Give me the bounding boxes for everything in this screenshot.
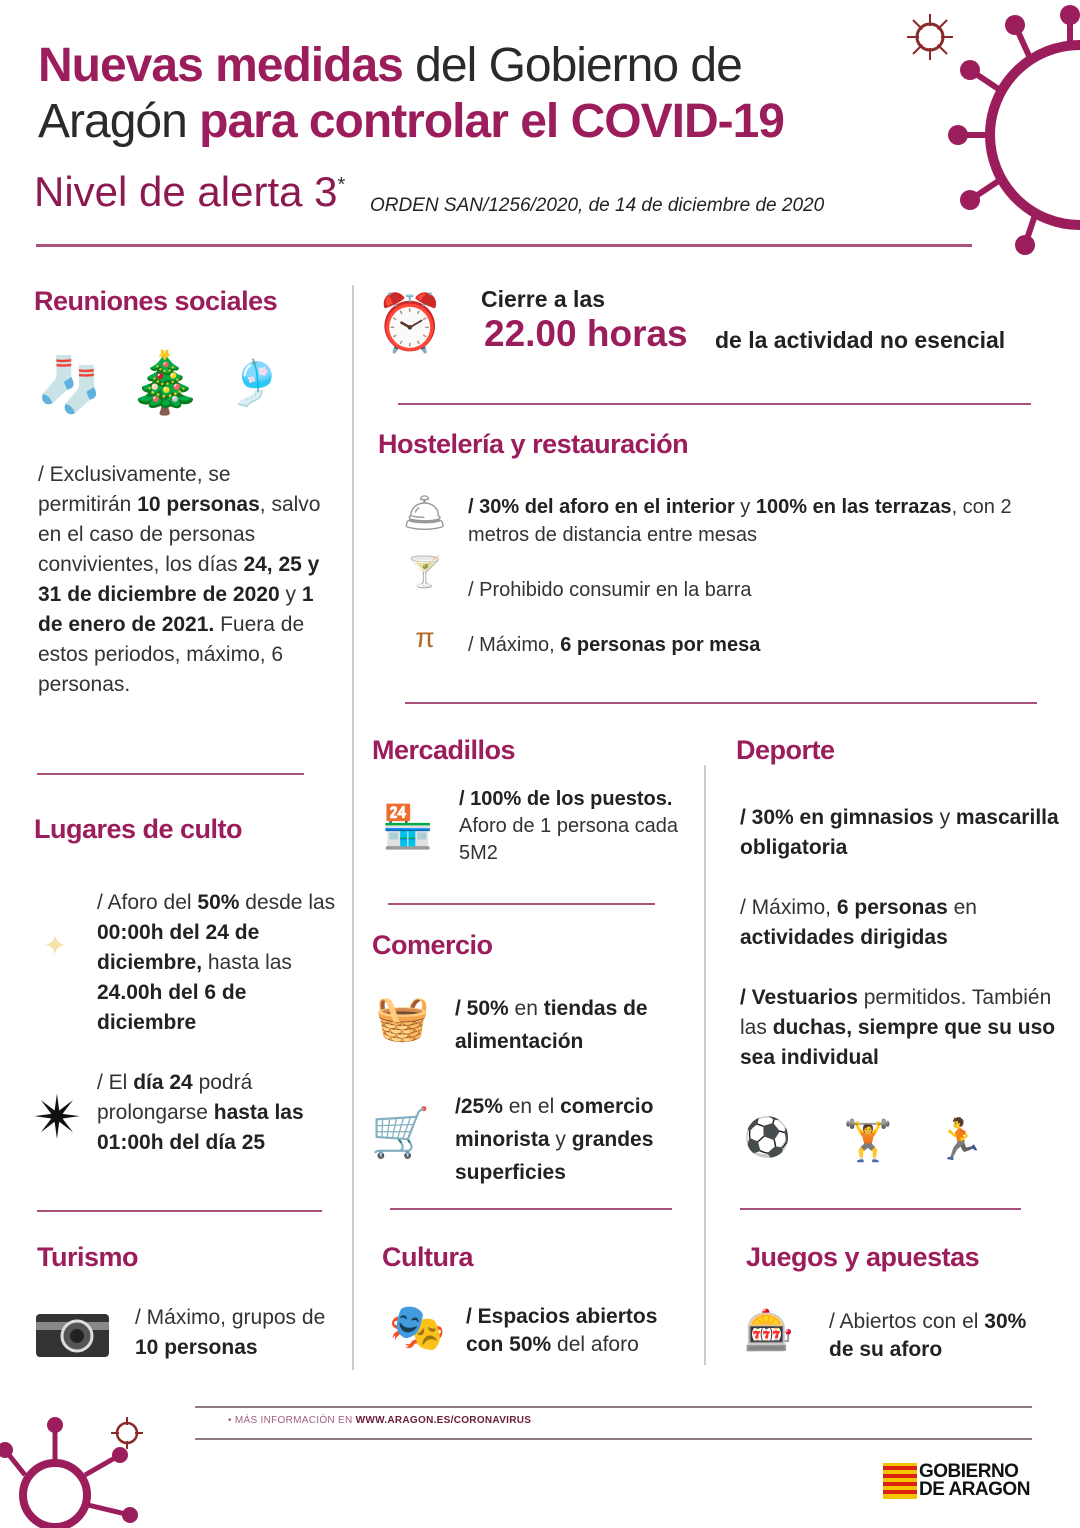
bold-text: tiendas de alimentación <box>455 997 648 1053</box>
bold-text: comercio minorista <box>455 1095 654 1151</box>
text: y <box>734 496 756 518</box>
bold-text: Nuevas medidas <box>38 39 403 92</box>
more-info: • MÁS INFORMACIÓN EN WWW.ARAGON.ES/CORONAVIRUS <box>228 1415 532 1426</box>
text: del Gobierno de <box>402 39 742 92</box>
text: , con 2 metros de distancia entre mesas <box>468 496 1012 546</box>
section-title-deporte: Deporte <box>736 735 835 765</box>
title-line-1 <box>38 38 784 94</box>
divider <box>405 702 1037 704</box>
text: y <box>933 806 956 829</box>
hosteleria-item-1 <box>468 493 1028 549</box>
bold-text: / 30% en gimnasios <box>740 806 934 829</box>
divider <box>398 403 1031 405</box>
bold-text: 24, 25 y 31 de diciembre de 2020 <box>38 553 320 606</box>
bold-text: / 30% del aforo en el interior <box>468 496 735 518</box>
camera-icon <box>35 1308 110 1358</box>
text: en <box>508 997 544 1020</box>
bold-text: 00:00h del 24 de diciembre, <box>97 921 260 974</box>
christmas-tree-icon: 🎄 <box>127 349 203 416</box>
bold-text: actividades dirigidas <box>740 926 948 949</box>
divider <box>37 773 304 775</box>
bold-text: 24.00h del 6 de diciembre <box>97 981 247 1034</box>
soccer-ball-icon: ⚽ <box>743 1116 792 1159</box>
text: / Abiertos con el <box>829 1310 985 1333</box>
culto-item-2 <box>97 1068 342 1158</box>
section-title-hosteleria: Hostelería y restauración <box>378 429 689 459</box>
text: y <box>279 583 302 606</box>
table-chairs-icon: π <box>415 621 435 653</box>
deporte-item-2 <box>740 893 1060 953</box>
grocery-basket-icon: 🧺 <box>375 993 430 1043</box>
bold-text: duchas, siempre que su uso sea individual <box>740 1016 1056 1069</box>
more-info-label: MÁS INFORMACIÓN EN <box>234 1415 356 1426</box>
deporte-item-1 <box>740 803 1060 863</box>
shopping-cart-icon: 🛒 <box>370 1107 431 1160</box>
weightlifter-icon: 🏋 <box>843 1118 893 1163</box>
runner-icon: 🏃 <box>935 1117 985 1162</box>
bold-text: 1 de enero de 2021. <box>38 583 314 636</box>
cocktail-icon: 🍸 <box>406 556 444 589</box>
cultura-text <box>466 1303 696 1359</box>
bold-text: / 100% de los puestos. <box>459 788 673 810</box>
juegos-text <box>829 1308 1029 1364</box>
mercadillos-text <box>459 786 679 867</box>
bold-text: 6 personas <box>836 896 948 919</box>
logo-line-1: GOBIERNO <box>919 1461 1019 1482</box>
reuniones-text <box>38 460 328 700</box>
order-reference: ORDEN SAN/1256/2020, de 14 de diciembre de 2020 <box>370 195 825 216</box>
bold-text: / Espacios abiertos con 50% <box>466 1305 658 1356</box>
section-title-reuniones: Reuniones sociales <box>34 286 278 316</box>
bold-text: 6 personas por mesa <box>560 634 761 656</box>
bold-text: / 50% <box>455 997 509 1020</box>
text: desde las <box>239 891 336 914</box>
text: / El <box>97 1071 134 1094</box>
virus-icon <box>940 0 1080 270</box>
section-title-mercadillos: Mercadillos <box>372 735 516 765</box>
ornaments-icon: 🎐 <box>227 358 283 408</box>
column-divider <box>704 765 706 1365</box>
bold-text: 30% de su aforo <box>829 1310 1027 1361</box>
deporte-item-3 <box>740 983 1070 1073</box>
aragon-flag-icon <box>883 1463 917 1499</box>
bold-text: 50% <box>197 891 240 914</box>
text: del aforo <box>551 1333 639 1356</box>
text: / Aforo del <box>97 891 198 914</box>
logo-line-2: DE ARAGON <box>919 1479 1030 1500</box>
cierre-rest: de la actividad no esencial <box>715 327 1006 353</box>
christmas-stocking-icon: 🧦 <box>36 354 104 415</box>
divider <box>37 1210 322 1212</box>
section-title-juegos: Juegos y apuestas <box>746 1242 980 1272</box>
text: y <box>549 1128 572 1151</box>
turismo-text <box>135 1303 345 1363</box>
text: Aforo de 1 persona cada 5M2 <box>459 815 679 864</box>
alert-level <box>34 168 345 216</box>
column-divider <box>352 285 354 1370</box>
text: en <box>947 896 977 919</box>
small-virus-icon <box>905 12 955 62</box>
alarm-clock-icon: ⏰ <box>375 290 445 354</box>
asterisk: * <box>337 174 346 196</box>
page-title <box>38 38 784 150</box>
text: / Exclusivamente, se permitirán <box>38 463 231 516</box>
section-title-culto: Lugares de culto <box>34 814 243 844</box>
section-title-turismo: Turismo <box>37 1242 139 1272</box>
text: en el <box>502 1095 561 1118</box>
text: Fuera de estos periodos, máximo, 6 personas. <box>38 613 305 696</box>
alert-level-text: Nivel de alerta 3 <box>34 168 338 215</box>
divider <box>740 1208 1021 1210</box>
text: , salvo en el caso de personas convivientes, los días <box>38 493 321 576</box>
bold-text: 10 personas <box>135 1336 258 1359</box>
header-divider <box>36 244 972 247</box>
cierre-hour: 22.00 horas <box>484 313 688 354</box>
star-icon: ✴ <box>32 1083 83 1151</box>
footer-divider-bottom <box>195 1438 1032 1440</box>
text: permitidos. También las <box>740 986 1052 1039</box>
section-title-cultura: Cultura <box>382 1242 473 1272</box>
bold-text: hasta las 01:00h del día 25 <box>97 1101 304 1154</box>
text: / Máximo, grupos de <box>135 1306 326 1329</box>
bold-text: / Vestuarios <box>740 986 858 1009</box>
small-virus-icon <box>110 1416 144 1450</box>
bold-text: mascarilla obligatoria <box>740 806 1059 859</box>
bold-text: grandes superficies <box>455 1128 654 1184</box>
cierre-line: Cierre a las <box>481 286 606 312</box>
culto-item-1 <box>97 888 347 1038</box>
text: Aragón <box>38 95 200 148</box>
casino-chips-icon: 🎰 <box>744 1308 794 1353</box>
comercio-item-1 <box>455 992 695 1058</box>
hosteleria-item-2 <box>468 575 968 605</box>
bold-text: para controlar el COVID-19 <box>199 95 784 148</box>
more-info-link[interactable]: WWW.ARAGON.ES/CORONAVIRUS <box>355 1415 532 1426</box>
bold-text: 10 personas <box>137 493 260 516</box>
text: podrá prolongarse <box>97 1071 253 1124</box>
gobierno-aragon-logo <box>883 1463 1030 1499</box>
cloche-icon: 🛎 <box>401 491 448 533</box>
theater-masks-icon: 🎭 <box>388 1301 447 1353</box>
bold-text: día 24 <box>133 1071 193 1094</box>
sparkle-icon: ✦ <box>43 929 67 961</box>
comercio-item-2 <box>455 1090 700 1189</box>
text: / Máximo, <box>740 896 837 919</box>
hosteleria-item-3 <box>468 630 968 660</box>
bold-text: 100% en las terrazas <box>755 496 952 518</box>
text: / Prohibido consumir en la barra <box>468 579 752 601</box>
bold-text: /25% <box>455 1095 503 1118</box>
text: / Máximo, <box>468 634 561 656</box>
footer-divider-top <box>195 1406 1032 1408</box>
divider <box>390 1208 672 1210</box>
market-stall-icon: 🏪 <box>381 803 435 850</box>
title-line-2 <box>38 94 784 150</box>
text: hasta las <box>202 951 292 974</box>
divider <box>388 903 655 905</box>
section-title-comercio: Comercio <box>372 930 493 960</box>
